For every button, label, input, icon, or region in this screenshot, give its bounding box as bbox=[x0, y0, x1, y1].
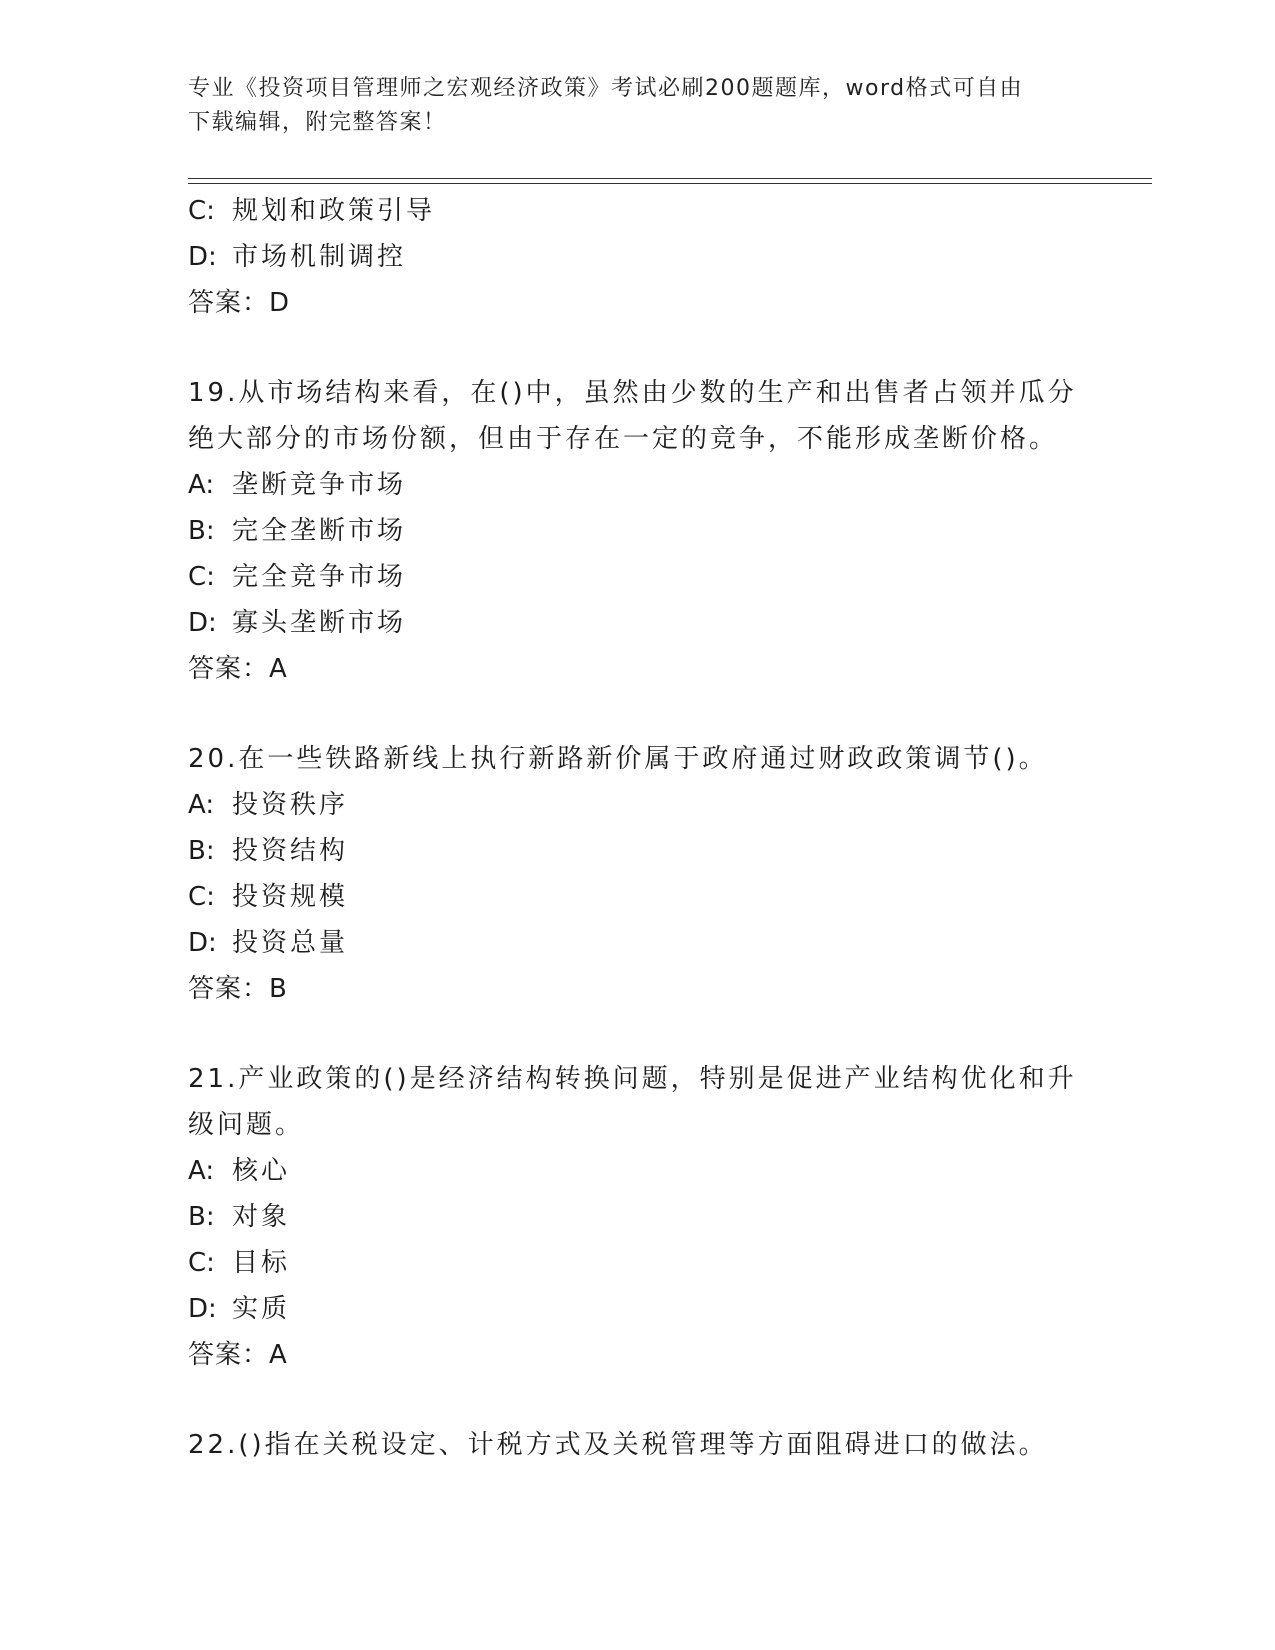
option-key: A: bbox=[188, 470, 215, 500]
answer-line: 答案：A bbox=[188, 654, 288, 684]
option-key: C: bbox=[188, 1248, 215, 1278]
option-b bbox=[188, 828, 1088, 874]
option-key: C: bbox=[188, 196, 215, 226]
option-text: 实质 bbox=[232, 1294, 291, 1324]
option-b bbox=[188, 1194, 1088, 1240]
option-c bbox=[188, 554, 1088, 600]
question-20 bbox=[188, 736, 1088, 782]
option-text: 寡头垄断市场 bbox=[232, 608, 407, 638]
option-key: B: bbox=[188, 836, 215, 866]
answer-line: 答案：D bbox=[188, 288, 291, 318]
option-d bbox=[188, 600, 1088, 646]
header-divider-bottom bbox=[188, 183, 1152, 184]
option-text: 完全垄断市场 bbox=[232, 516, 407, 546]
option-text: 投资总量 bbox=[232, 928, 349, 958]
option-text: 核心 bbox=[232, 1156, 291, 1186]
question-text-line: 级问题。 bbox=[188, 1110, 305, 1140]
option-b bbox=[188, 508, 1088, 554]
question-text-line: 19.从市场结构来看，在()中，虽然由少数的生产和出售者占领并瓜分 bbox=[188, 378, 1077, 408]
option-key: D: bbox=[188, 242, 217, 272]
option-text: 投资规模 bbox=[232, 882, 349, 912]
question-text-line: 20.在一些铁路新线上执行新路新价属于政府通过财政政策调节()。 bbox=[188, 744, 1048, 774]
option-key: C: bbox=[188, 562, 215, 592]
option-d bbox=[188, 1286, 1088, 1332]
option-text: 市场机制调控 bbox=[232, 242, 407, 272]
option-text: 垄断竞争市场 bbox=[232, 470, 407, 500]
option-key: C: bbox=[188, 882, 215, 912]
option-text: 投资秩序 bbox=[232, 790, 349, 820]
option-text: 规划和政策引导 bbox=[232, 196, 436, 226]
option-text: 投资结构 bbox=[232, 836, 349, 866]
option-text: 完全竞争市场 bbox=[232, 562, 407, 592]
option-a bbox=[188, 1148, 1088, 1194]
question-22 bbox=[188, 1422, 1088, 1468]
header-divider-top bbox=[188, 178, 1152, 179]
option-text: 对象 bbox=[232, 1202, 291, 1232]
option-key: A: bbox=[188, 790, 215, 820]
question-text-line: 22.()指在关税设定、计税方式及关税管理等方面阻碍进口的做法。 bbox=[188, 1430, 1048, 1460]
option-c bbox=[188, 874, 1088, 920]
header-line-2: 下载编辑，附完整答案！ bbox=[188, 110, 447, 135]
option-key: D: bbox=[188, 928, 217, 958]
question-text-line: 绝大部分的市场份额，但由于存在一定的竞争，不能形成垄断价格。 bbox=[188, 424, 1059, 454]
option-d bbox=[188, 234, 1088, 280]
option-c bbox=[188, 1240, 1088, 1286]
question-19 bbox=[188, 370, 1088, 462]
option-text: 目标 bbox=[232, 1248, 291, 1278]
option-a bbox=[188, 462, 1088, 508]
answer-line: 答案：B bbox=[188, 974, 288, 1004]
document-header bbox=[188, 72, 1088, 140]
option-key: D: bbox=[188, 608, 217, 638]
option-key: A: bbox=[188, 1156, 215, 1186]
option-a bbox=[188, 782, 1088, 828]
header-line-1: 专业《投资项目管理师之宏观经济政策》考试必刷200题题库，word格式可自由 bbox=[188, 76, 1024, 101]
option-c bbox=[188, 188, 1088, 234]
question-text-line: 21.产业政策的()是经济结构转换问题，特别是促进产业结构优化和升 bbox=[188, 1064, 1077, 1094]
option-key: B: bbox=[188, 1202, 215, 1232]
option-key: D: bbox=[188, 1294, 217, 1324]
question-21 bbox=[188, 1056, 1088, 1148]
option-d bbox=[188, 920, 1088, 966]
question-list bbox=[188, 188, 1088, 1468]
answer-line: 答案：A bbox=[188, 1340, 288, 1370]
option-key: B: bbox=[188, 516, 215, 546]
